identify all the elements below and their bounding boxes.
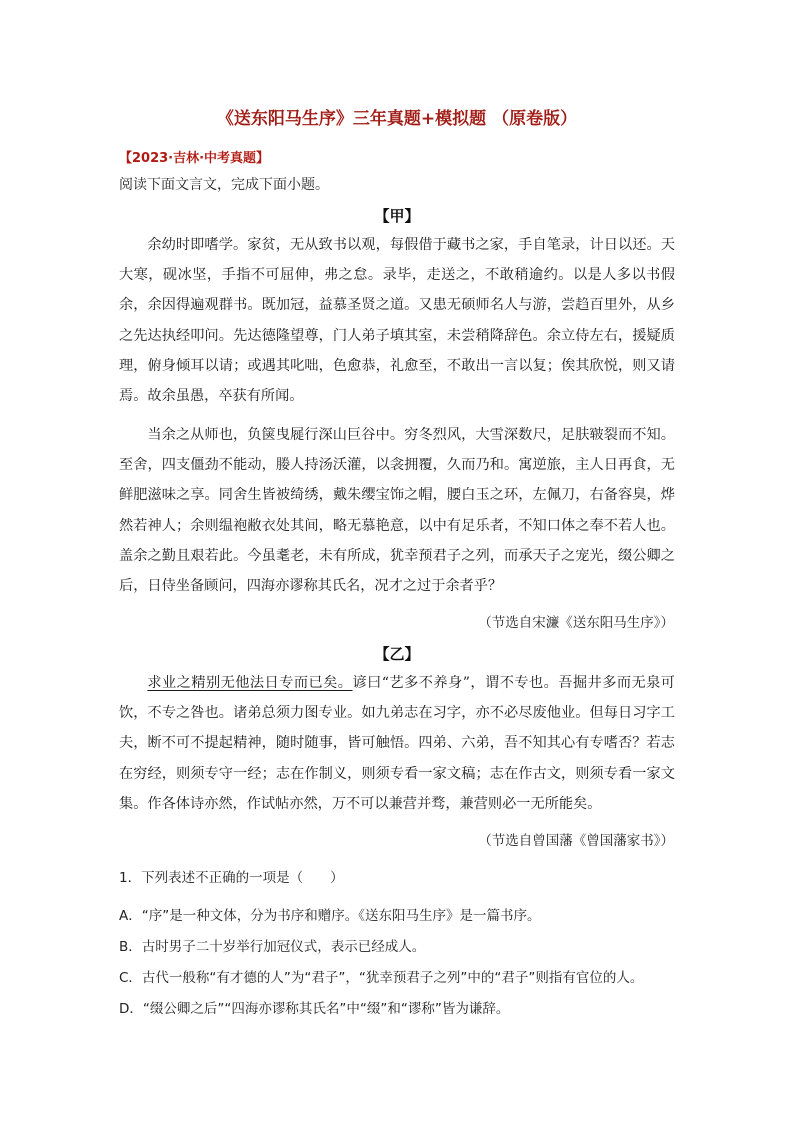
passage-a-source: （节选自宋濂《送东阳马生序》） — [478, 615, 674, 631]
passage-a-paragraph-2: 当余之从师也，负箧曳屣行深山巨谷中。穷冬烈风，大雪深数尺，足肤皲裂而不知。至舍，四支僵劲不能动，媵人持汤沃灌，以衾拥覆，久而乃和。寓逆旅，主人日再食，无鲜肥滋味之享。同舍生皆被绮绣，戴朱缨宝饰之帽，腰白玉之环，左佩刀，右备容臭，烨然若神人；余则缊袍敝衣处其间，略无慕艳意，以中有足乐者，不知口体之奉不若人也。盖余之勤且艰若此。今虽耄老，未有所成，犹幸预君子之列，而承天子之宠光，缀公卿之后，日侍坐备顾问，四海亦谬称其氏名，况才之过于余者乎？ — [119, 427, 675, 595]
passage-b-paragraph — [119, 668, 675, 819]
passage-b-source: （节选自曾国藩《曾国藩家书》） — [478, 833, 674, 849]
question-1-stem: 1．下列表述不正确的一项是（ ） — [119, 870, 344, 886]
question-1-option-a: A．“序”是一种文体，分为书序和赠序。《送东阳马生序》是一篇书序。 — [119, 908, 541, 924]
passage-a-paragraph-1: 余幼时即嗜学。家贫，无从致书以观，每假借于藏书之家，手自笔录，计日以还。天大寒，砚冰坚，手指不可屈伸，弗之怠。录毕，走送之，不敢稍逾约。以是人多以书假余，余因得遍观群书。既加冠，益慕圣贤之道。又患无硕师名人与游，尝趋百里外，从乡之先达执经叩问。先达德隆望尊，门人弟子填其室，未尝稍降辞色。余立侍左右，援疑质理，俯身倾耳以请；或遇其叱咄，色愈恭，礼愈至，不敢出一言以复；俟其欣悦，则又请焉。故余虽愚，卒获有所闻。 — [119, 237, 675, 405]
question-1-option-d: D．“缀公卿之后”“四海亦谬称其氏名”中“缀”和“谬称”皆为谦辞。 — [119, 1001, 510, 1017]
passage-a-heading: 【甲】 — [374, 207, 420, 225]
page-title: 《送东阳马生序》三年真题+模拟题 （原卷版） — [216, 109, 578, 129]
instruction-text: 阅读下面文言文，完成下面小题。 — [119, 177, 329, 193]
passage-b-underlined-sentence: 求业之精别无他法日专而已矣。 — [147, 675, 353, 691]
question-1-option-b: B．古时男子二十岁举行加冠仪式，表示已经成人。 — [119, 939, 426, 955]
passage-b-text: 谚曰“艺多不养身”，谓不专也。吾掘井多而无泉可饮，不专之咎也。诸弟总须力图专业。如九弟志在习字，亦不必尽废他业。但每日习字工夫，断不可不提起精神，随时随事，皆可触悟。四弟、六弟，吾不知其心有专嗜否？若志在穷经，则须专守一经；志在作制义，则须专看一家文稿；志在作古文，则须专看一家文集。作各体诗亦然，作试帖亦然，万不可以兼营并骛，兼营则必一无所能矣。 — [119, 675, 675, 812]
passage-b-heading: 【乙】 — [374, 645, 420, 663]
exam-source-tag: 【2023·吉林·中考真题】 — [119, 151, 270, 166]
question-1-option-c: C．古代一般称“有才德的人”为“君子”，“犹幸预君子之列”中的“君子”则指有官位的人。 — [119, 970, 644, 986]
